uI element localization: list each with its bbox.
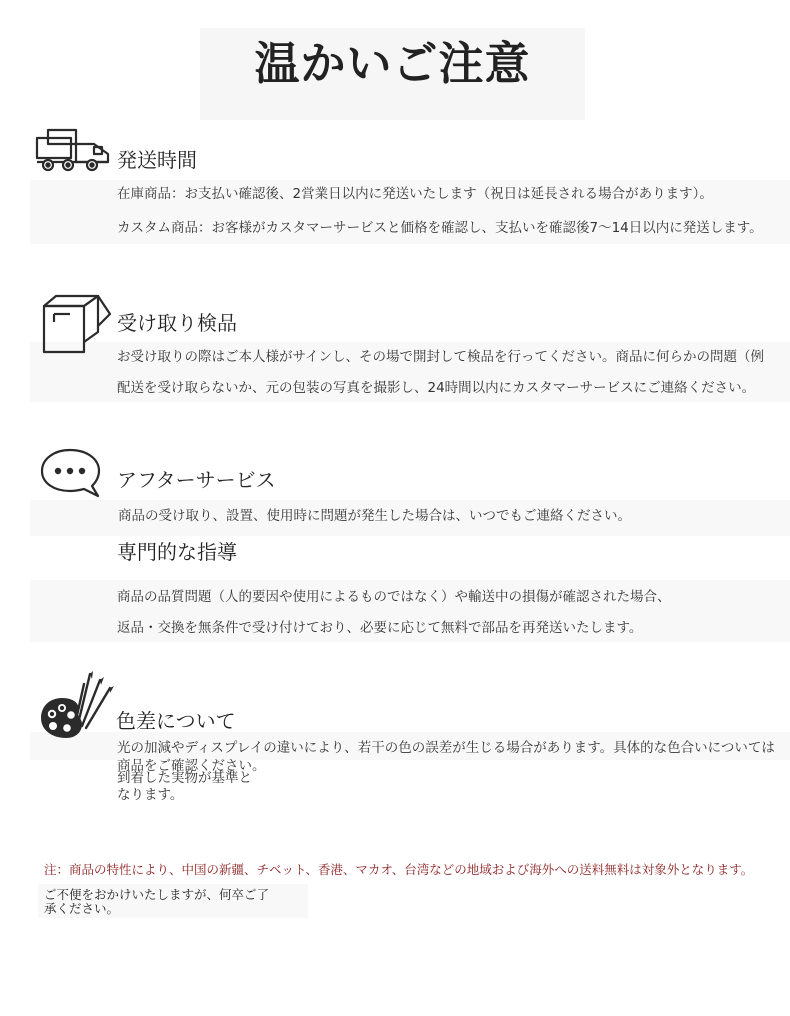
receiving-line-1: お受け取りの際はご本人様がサインし、その場で開封して検品を行ってください。商品に何らかの問題（例 <box>117 349 765 365</box>
guidance-line-1: 商品の品質問題（人的要因や使用によるものではなく）や輸送中の損傷が確認された場合、 <box>117 589 671 605</box>
color-line-4: なります。 <box>117 787 184 803</box>
color-line-1: 光の加減やディスプレイの違いにより、若干の色の誤差が生じる場合があります。具体的な色合いについては <box>117 740 775 756</box>
receiving-heading: 受け取り検品 <box>117 311 237 335</box>
color-heading: 色差について <box>116 709 236 733</box>
guidance-heading: 専門的な指導 <box>117 540 237 564</box>
after-service-heading: アフターサービス <box>117 468 276 492</box>
chat-bubble-icon <box>40 447 104 499</box>
guidance-line-2: 返品・交換を無条件で受け付けており、必要に応じて無料で部品を再発送いたします。 <box>117 620 643 636</box>
apology-line-2: 承ください。 <box>44 901 120 916</box>
shipping-exclusion-note: 注：商品の特性により、中国の新疆、チベット、香港、マカオ、台湾などの地域および海外への送料無料は対象外となります。 <box>44 862 754 877</box>
page-title: 温かいご注意 <box>200 28 585 120</box>
box-icon <box>40 292 112 354</box>
palette-icon <box>40 670 116 740</box>
apology-line-1: ご不便をおかけいたしますが、何卒ご了 <box>44 887 270 902</box>
shipping-line-1: 在庫商品：お支払い確認後、2営業日以内に発送いたします（祝日は延長される場合があります）。 <box>117 186 713 202</box>
shipping-heading: 発送時間 <box>117 148 197 172</box>
truck-icon <box>34 128 114 174</box>
shipping-line-2: カスタム商品：お客様がカスタマーサービスと価格を確認し、支払いを確認後7〜14日以内に発送します。 <box>117 220 763 236</box>
receiving-line-2: 配送を受け取らないか、元の包装の写真を撮影し、24時間以内にカスタマーサービスにご連絡ください。 <box>117 380 756 396</box>
color-line-2: 商品をご確認ください。 <box>117 758 266 774</box>
color-line-3: 到着した実物が基準と <box>117 770 252 786</box>
after-service-line-1: 商品の受け取り、設置、使用時に問題が発生した場合は、いつでもご連絡ください。 <box>118 508 631 524</box>
